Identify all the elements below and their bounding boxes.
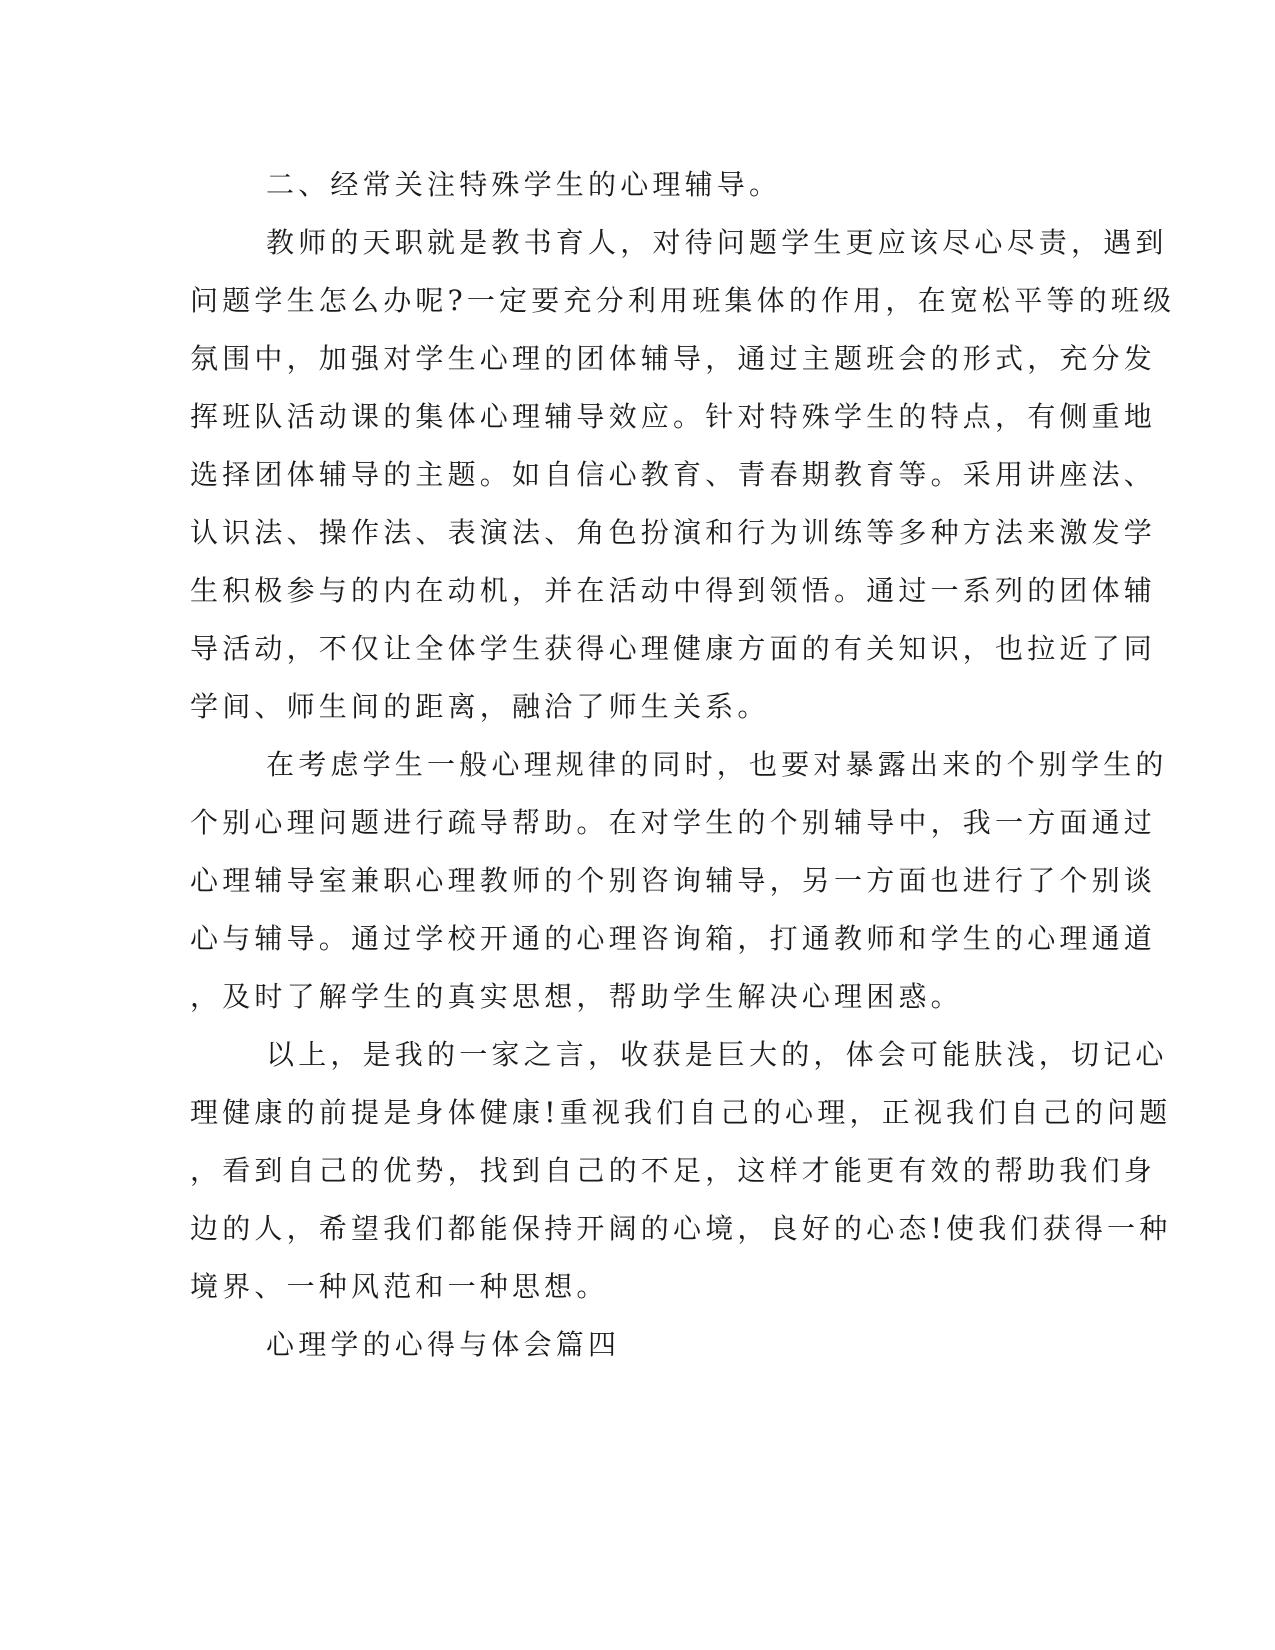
paragraph-line: 教师的天职就是教书育人，对待问题学生更应该尽心尽责，遇到: [266, 226, 1168, 259]
paragraph-line: 挥班队活动课的集体心理辅导效应。针对特殊学生的特点，有侧重地: [190, 400, 1157, 433]
paragraph-line: 以上，是我的一家之言，收获是巨大的，体会可能肤浅，切记心: [266, 1038, 1168, 1071]
paragraph-line: 生积极参与的内在动机，并在活动中得到领悟。通过一系列的团体辅: [190, 574, 1157, 607]
section-title: 心理学的心得与体会篇四: [266, 1328, 621, 1361]
paragraph-line: 学间、师生间的距离，融洽了师生关系。: [190, 690, 770, 723]
paragraph-line: ，及时了解学生的真实思想，帮助学生解决心理困惑。: [190, 980, 963, 1013]
paragraph-line: 个别心理问题进行疏导帮助。在对学生的个别辅导中，我一方面通过: [190, 806, 1157, 839]
paragraph-line: 心与辅导。通过学校开通的心理咨询箱，打通教师和学生的心理通道: [190, 922, 1157, 955]
paragraph-line: 选择团体辅导的主题。如自信心教育、青春期教育等。采用讲座法、: [190, 458, 1157, 491]
paragraph-line: 边的人，希望我们都能保持开阔的心境，良好的心态!使我们获得一种: [190, 1212, 1172, 1245]
paragraph-line: 导活动，不仅让全体学生获得心理健康方面的有关知识，也拉近了同: [190, 632, 1157, 665]
paragraph-line: 氛围中，加强对学生心理的团体辅导，通过主题班会的形式，充分发: [190, 342, 1157, 375]
paragraph-line: 认识法、操作法、表演法、角色扮演和行为训练等多种方法来激发学: [190, 516, 1157, 549]
paragraph-line: 问题学生怎么办呢?一定要充分利用班集体的作用，在宽松平等的班级: [190, 284, 1176, 317]
section-heading: 二、经常关注特殊学生的心理辅导。: [266, 168, 782, 201]
paragraph-line: ，看到自己的优势，找到自己的不足，这样才能更有效的帮助我们身: [190, 1154, 1157, 1187]
paragraph-line: 理健康的前提是身体健康!重视我们自己的心理，正视我们自己的问题: [190, 1096, 1172, 1129]
paragraph-line: 境界、一种风范和一种思想。: [190, 1270, 609, 1303]
paragraph-line: 心理辅导室兼职心理教师的个别咨询辅导，另一方面也进行了个别谈: [190, 864, 1157, 897]
paragraph-line: 在考虑学生一般心理规律的同时，也要对暴露出来的个别学生的: [266, 748, 1168, 781]
